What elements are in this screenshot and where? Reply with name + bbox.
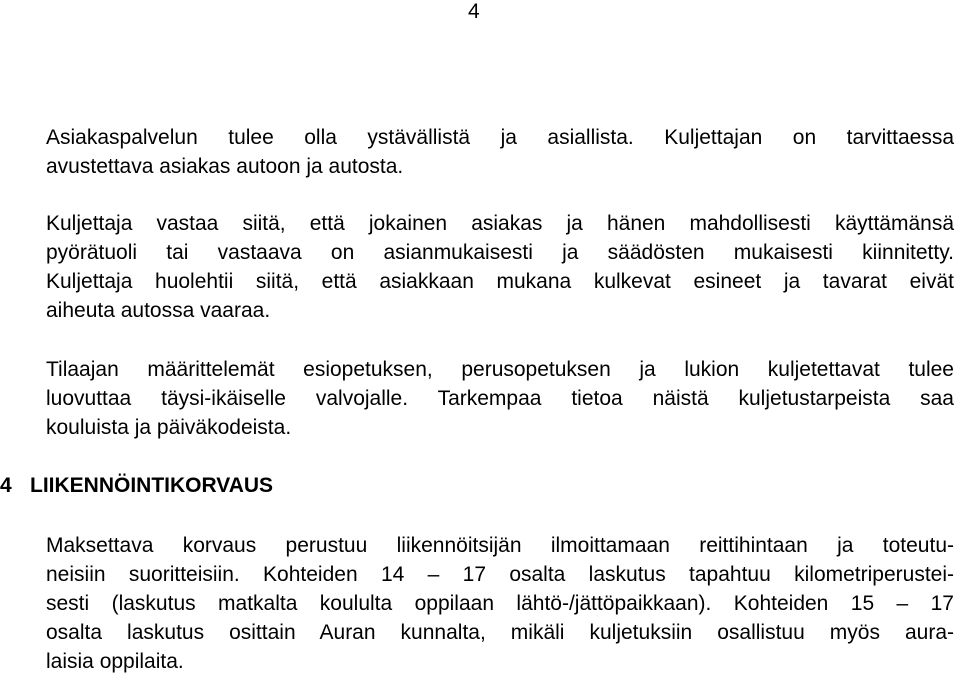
- paragraph-customer-service: [46, 123, 954, 181]
- section-heading: [0, 471, 273, 500]
- text-line: neisiin suoritteisiin. Kohteiden 14 – 17 osalta laskutus tapahtuu kilometriperustei-: [46, 563, 954, 586]
- text-line: Maksettava korvaus perustuu liikennöitsijän ilmoittamaan reittihintaan ja toteutu-: [46, 534, 954, 557]
- text-line: osalta laskutus osittain Auran kunnalta, mikäli kuljetuksiin osallistuu myös aura-: [46, 621, 954, 644]
- section-number: 4: [0, 474, 12, 497]
- paragraph-driver-responsibility: [46, 209, 954, 325]
- text-line: avustettava asiakas autoon ja autosta.: [46, 155, 404, 178]
- text-line: sesti (laskutus matkalta koululta oppilaan lähtö-/jättöpaikkaan). Kohteiden 15 – 17: [46, 592, 954, 615]
- text-line: Tilaajan määrittelemät esiopetuksen, perusopetuksen ja lukion kuljetettavat tulee: [46, 358, 954, 381]
- page-number: 4: [468, 0, 480, 23]
- text-line: laisia oppilaita.: [46, 650, 184, 673]
- text-line: Asiakaspalvelun tulee olla ystävällistä ja asiallista. Kuljettajan on tarvittaessa: [46, 126, 954, 149]
- paragraph-pupil-handover: [46, 355, 954, 442]
- paragraph-compensation: [46, 531, 954, 676]
- text-line: Kuljettaja huolehtii siitä, että asiakkaan mukana kulkevat esineet ja tavarat eivät: [46, 270, 954, 293]
- text-line: luovuttaa täysi-ikäiselle valvojalle. Tarkempaa tietoa näistä kuljetustarpeista saa: [46, 387, 954, 410]
- text-line: pyörätuoli tai vastaava on asianmukaisesti ja säädösten mukaisesti kiinnitetty.: [46, 241, 954, 264]
- text-line: aiheuta autossa vaaraa.: [46, 299, 271, 322]
- section-title: LIIKENNÖINTIKORVAUS: [30, 474, 274, 497]
- text-line: Kuljettaja vastaa siitä, että jokainen asiakas ja hänen mahdollisesti käyttämänsä: [46, 212, 954, 235]
- text-line: kouluista ja päiväkodeista.: [46, 416, 292, 439]
